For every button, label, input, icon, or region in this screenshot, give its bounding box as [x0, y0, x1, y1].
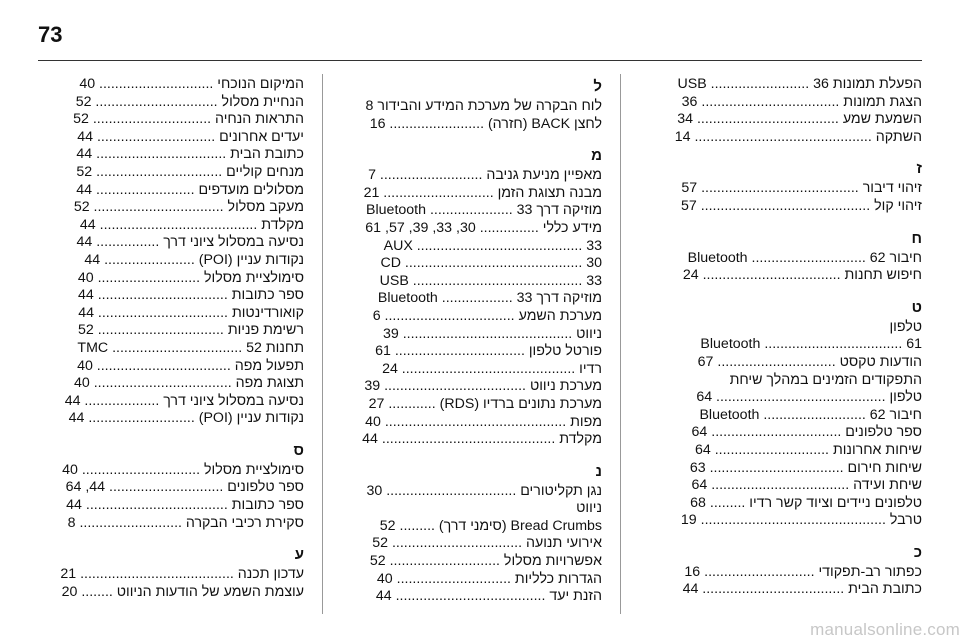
index-entry: פורטל טלפון ................................. 61 — [375, 343, 602, 360]
index-entry: מאפיין מניעת גניבה .......................... 7 — [368, 167, 602, 184]
index-entry: מעקב מסלול ................................. 52 — [73, 199, 304, 216]
index-entry: הגדרות כלליות ............................. 40 — [376, 570, 602, 587]
index-entry: התפקודים הזמינים במהלך שיחת — [729, 371, 922, 388]
index-entry: נסיעה במסלול ציוני דרך ................ 44 — [76, 234, 304, 251]
index-section — [340, 461, 602, 606]
index-entry: טלפונים ניידים וציוד קשר רדיו ......... 68 — [690, 494, 922, 511]
index-section — [638, 158, 922, 215]
section-letter: ח — [911, 229, 922, 247]
index-section — [340, 76, 602, 133]
column-divider — [620, 74, 621, 614]
index-entry: מקלדת ........................................ 44 — [79, 216, 304, 233]
index-entry: תצוגת מפה ................................... 40 — [74, 375, 304, 392]
index-entry: קואורדינטות ................................. 44 — [78, 304, 304, 321]
column-divider — [322, 74, 323, 614]
index-entry: מערכת נתונים ברדיו (RDS) ............ 27 — [368, 395, 602, 412]
index-section — [638, 297, 922, 530]
index-entry: מנחים קוליים ................................ 52 — [76, 163, 304, 180]
index-entry: השתקה ............................................. 14 — [674, 128, 922, 145]
index-entry: CD ............................................. 30 — [380, 255, 602, 272]
index-entry: אפשרויות מסלול ............................ 52 — [369, 553, 602, 570]
index-entry: כתובת הבית ................................. 44 — [76, 146, 304, 163]
index-entry: נקודות עניין (POI) ........................... 44 — [68, 410, 304, 427]
index-entry: חיפוש תחנות ................................... 24 — [682, 267, 922, 284]
index-entry: כתובת הבית .................................... 44 — [682, 581, 922, 598]
index-entry: חיבור Bluetooth ............................. 62 — [687, 249, 922, 266]
index-entry: טלפון ........................................... 64 — [696, 389, 922, 406]
index-entry: נגן תקליטורים ................................. 30 — [366, 482, 602, 499]
index-entry: הפעלת תמונות USB ......................... 36 — [677, 76, 922, 92]
index-entry: מבנה תצוגת הזמן ............................ 21 — [363, 184, 602, 201]
index-entry: המיקום הנוכחי ............................. 40 — [79, 76, 304, 92]
index-column-middle — [340, 76, 602, 606]
index-entry: תפעול מפה .................................. 40 — [77, 357, 304, 374]
index-entry: התראות הנחיה .............................. 52 — [73, 111, 304, 128]
index-entry: USB ........................................... 33 — [379, 272, 602, 289]
section-letter: כ — [913, 543, 922, 561]
index-entry: מערכת השמע ................................. 6 — [372, 307, 602, 324]
index-entry: שיחות אחרונות ............................. 64 — [694, 441, 922, 458]
index-section — [40, 440, 304, 532]
index-entry: השמעת שמע .................................... 34 — [677, 111, 922, 128]
index-entry: Bluetooth ................................... 61 — [700, 336, 922, 353]
index-entry: אירועי תנועה ................................. 52 — [372, 535, 602, 552]
section-letter: מ — [591, 147, 602, 165]
index-entry: הנחיית מסלול ............................... 52 — [75, 93, 304, 110]
index-entry: נקודות עניין (POI) ....................... 44 — [84, 251, 304, 268]
index-entry: מוזיקה דרך Bluetooth ..................... 33 — [366, 202, 602, 219]
index-entry: מסלולים מועדפים ......................... 44 — [76, 181, 304, 198]
index-section — [40, 76, 304, 428]
index-section — [638, 542, 922, 599]
index-entry: ניווט ........................................... 39 — [383, 325, 602, 342]
index-entry: מקלדת ............................................ 44 — [362, 431, 602, 448]
index-entry: שיחות חירום .................................. 63 — [689, 459, 922, 476]
index-entry: טלפון — [889, 318, 922, 335]
index-column-right — [638, 76, 922, 599]
index-entry: מפות .............................................. 40 — [365, 413, 602, 430]
index-section — [638, 228, 922, 285]
index-section — [638, 76, 922, 146]
index-entry: הצגת תמונות ................................... 36 — [681, 93, 922, 110]
index-entry: ספר טלפונים ................................. 64 — [691, 424, 922, 441]
index-entry: סימולציית מסלול .............................. 40 — [62, 461, 304, 478]
header-rule — [38, 60, 922, 61]
index-entry: סימולציית מסלול .......................... 40 — [77, 269, 304, 286]
index-entry: מידע כללי ............... 30, 33, 39, 57, 61 — [365, 219, 602, 236]
section-letter: ט — [911, 298, 922, 316]
index-entry: AUX .......................................... 33 — [383, 237, 602, 254]
index-entry: חיבור Bluetooth .......................... 62 — [699, 406, 922, 423]
page-number: 73 — [38, 22, 63, 47]
section-letter: ל — [593, 78, 602, 95]
index-entry: ספר כתובות ................................. 44 — [78, 287, 304, 304]
index-entry: עוצמת השמע של הודעות הניווט ........ 20 — [61, 583, 304, 600]
index-entry: תחנות TMC ................................. 52 — [77, 339, 304, 356]
index-entry: Bread Crumbs (סימני דרך) ......... 52 — [379, 517, 602, 534]
index-entry: טרבל ............................................... 19 — [680, 512, 922, 529]
index-entry: הודעות טקסט .............................. 67 — [697, 353, 922, 370]
index-entry: ניווט — [576, 500, 602, 517]
index-entry: נסיעה במסלול ציוני דרך ................... 44 — [64, 392, 304, 409]
index-section — [340, 145, 602, 449]
index-entry: זיהוי דיבור ........................................ 57 — [681, 180, 922, 197]
section-letter: ז — [916, 160, 922, 178]
index-entry: כפתור רב-תפקודי ............................ 16 — [684, 563, 922, 580]
index-entry: שיחת ועידה ................................... 64 — [691, 477, 922, 494]
index-entry: לוח הבקרה של מערכת המידע והבידור 8 — [365, 98, 602, 114]
index-section — [40, 544, 304, 601]
section-letter: נ — [595, 462, 602, 480]
index-entry: יעדים אחרונים .............................. 44 — [77, 128, 304, 145]
index-entry: סקירת רכיבי הבקרה .......................... 8 — [67, 514, 304, 531]
watermark: manualsonline.com — [810, 620, 960, 639]
index-column-left — [40, 76, 304, 601]
index-entry: ספר טלפונים ............................. 44, 64 — [65, 479, 304, 496]
index-entry: עדכון תכנה ....................................... 21 — [60, 566, 304, 583]
index-entry: מערכת ניווט .................................... 39 — [364, 378, 602, 395]
index-entry: הזנת יעד ...................................... 44 — [375, 588, 602, 605]
index-entry: לחצן BACK (חזרה) ........................ 16 — [369, 115, 602, 132]
section-letter: ע — [294, 546, 304, 564]
index-entry: ספר כתובות .................................... 44 — [66, 497, 304, 514]
index-entry: רדיו ............................................ 24 — [382, 360, 602, 377]
index-entry: רשימת פניות ................................ 52 — [78, 322, 304, 339]
index-entry: זיהוי קול ........................................... 57 — [680, 197, 922, 214]
index-entry: מוזיקה דרך Bluetooth .................. 33 — [377, 290, 602, 307]
section-letter: ס — [293, 441, 304, 459]
